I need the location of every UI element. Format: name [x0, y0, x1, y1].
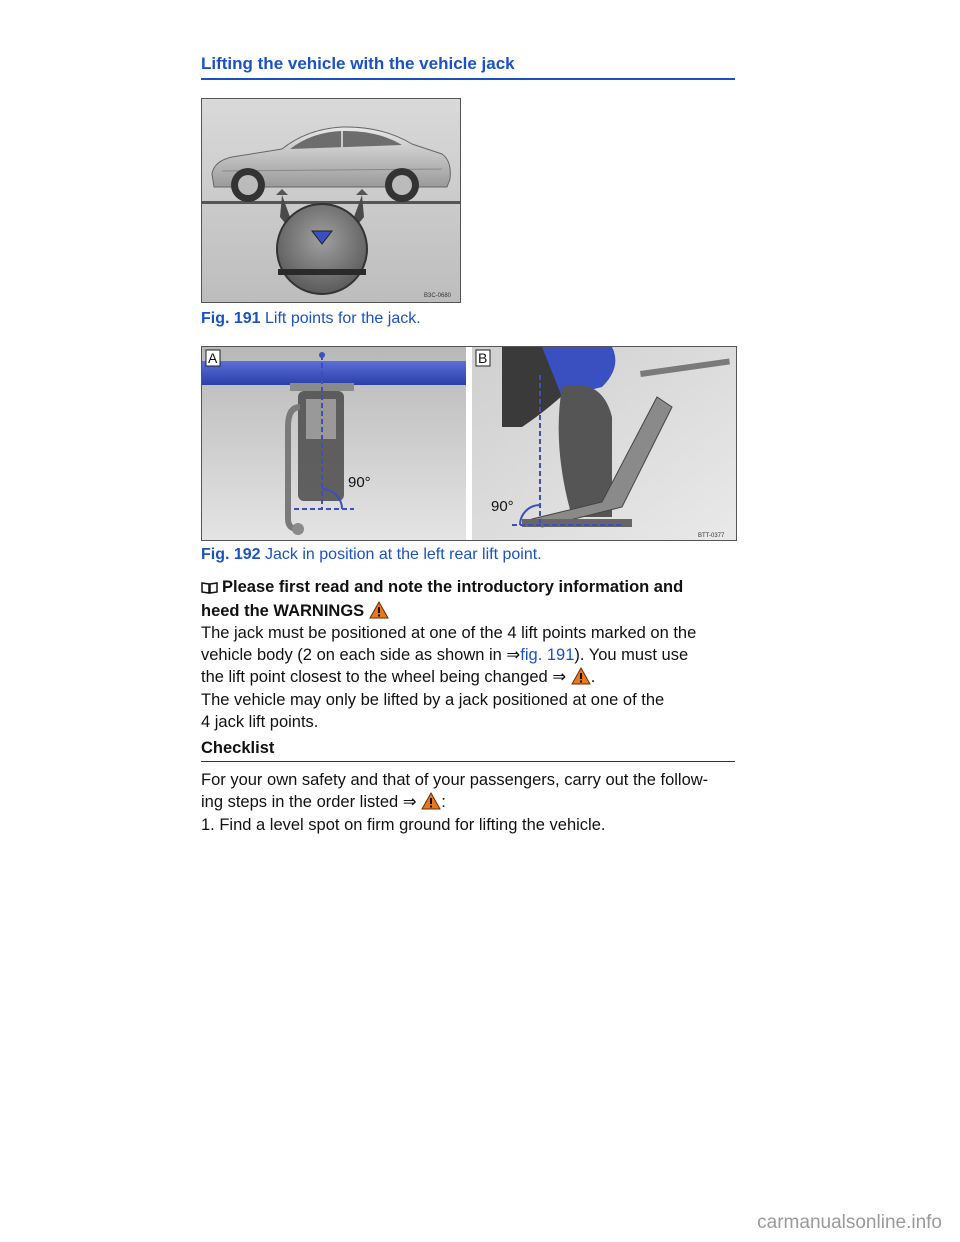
figure-191-caption [201, 310, 421, 328]
checklist-intro-line-2: ing steps in the order listed ⇒ [201, 793, 417, 811]
checklist-step-1: 1. Find a level spot on firm ground for lifting the vehicle. [201, 816, 606, 834]
angle-b-label: 90° [491, 498, 514, 515]
intro-line-2: heed the WARNINGS [201, 602, 365, 620]
para1-line-2b: ). You must use [574, 646, 689, 664]
intro-paragraph [201, 576, 737, 625]
warning-icon[interactable] [571, 667, 591, 691]
panel-a [202, 347, 466, 540]
figure-191-code: B3C-0680 [424, 293, 452, 299]
figure-192-image [201, 346, 737, 541]
watermark: carmanualsonline.info [757, 1212, 942, 1233]
intro-line-1: Please first read and note the introductory information and [222, 578, 684, 596]
checklist-intro: For your own safety and that of your passengers, carry out the follow- ing steps in the order listed ⇒ : [201, 769, 737, 816]
book-icon [201, 578, 218, 600]
panel-b [472, 347, 736, 540]
checklist-intro-line-1: For your own safety and that of your passengers, carry out the follow- [201, 771, 709, 789]
para2-line-2: 4 jack lift points. [201, 713, 319, 731]
checklist-heading: Checklist [201, 739, 735, 762]
para1-line-2a: vehicle body (2 on each side as shown in ⇒ [201, 646, 521, 664]
para2-line-1: The vehicle may only be lifted by a jack positioned at one of the [201, 691, 665, 709]
panel-b-label: B [478, 350, 488, 366]
lift-points-paragraph [201, 689, 737, 733]
para1-line-3: the lift point closest to the wheel being changed ⇒ [201, 668, 567, 686]
figure-192-label: Fig. 192 [201, 546, 261, 563]
figure-191-text: Lift points for the jack. [265, 310, 421, 327]
figure-191-label: Fig. 191 [201, 310, 261, 327]
section-title: Lifting the vehicle with the vehicle jack [201, 54, 735, 80]
angle-a-label: 90° [348, 474, 371, 491]
para1-line-1: The jack must be positioned at one of the 4 lift points marked on the [201, 624, 697, 642]
warning-icon[interactable] [421, 792, 441, 816]
fig-191-link[interactable]: fig. 191 [520, 646, 575, 664]
panel-a-label: A [208, 350, 218, 366]
figure-192-caption [201, 546, 542, 564]
figure-191-image [201, 98, 461, 303]
figure-192-text: Jack in position at the left rear lift point. [265, 546, 542, 563]
jack-position-paragraph: The jack must be positioned at one of the 4 lift points marked on the vehicle body (2 on each side as shown in ⇒fig. 191). You must use the lift point closest to the wheel being changed ⇒ . [201, 622, 737, 691]
figure-192-code: BTT-0377 [698, 533, 725, 539]
